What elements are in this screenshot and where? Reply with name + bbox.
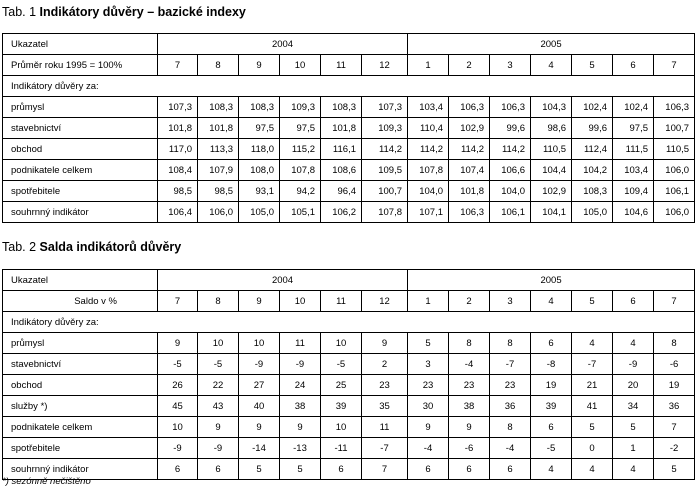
cell-value: 93,1 (239, 181, 280, 202)
cell-value: 39 (531, 396, 572, 417)
table2-title-text: Salda indikátorů důvěry (39, 240, 182, 254)
cell-value: 101,8 (449, 181, 490, 202)
cell-value: 4 (613, 459, 654, 480)
cell-value: 10 (321, 333, 362, 354)
table1 (2, 33, 695, 223)
cell-value: 6 (531, 417, 572, 438)
cell-value: 108,6 (321, 160, 362, 181)
cell-value: -8 (531, 354, 572, 375)
cell-value: 97,5 (613, 118, 654, 139)
cell-value: -9 (198, 438, 239, 459)
cell-value: 106,1 (490, 202, 531, 223)
cell-value: 106,3 (654, 97, 695, 118)
row-label: souhrnný indikátor (3, 202, 158, 223)
cell-value: 107,8 (362, 202, 408, 223)
month-header: 11 (321, 55, 362, 76)
cell-value: 1 (613, 438, 654, 459)
cell-value: 106,6 (490, 160, 531, 181)
cell-value: -4 (490, 438, 531, 459)
cell-value: 110,5 (654, 139, 695, 160)
cell-value: 102,4 (572, 97, 613, 118)
cell-value: -6 (449, 438, 490, 459)
cell-value: 100,7 (654, 118, 695, 139)
cell-value: 30 (408, 396, 449, 417)
row-label: průmysl (3, 333, 158, 354)
cell-value: 0 (572, 438, 613, 459)
footnote: *) sezónně nečištěno (2, 476, 91, 487)
table2 (2, 269, 695, 480)
cell-value: 4 (613, 333, 654, 354)
cell-value: 107,1 (408, 202, 449, 223)
month-header: 5 (572, 291, 613, 312)
cell-value: 8 (449, 333, 490, 354)
cell-value: 114,2 (490, 139, 531, 160)
row-label: podnikatele celkem (3, 417, 158, 438)
cell-value: -5 (198, 354, 239, 375)
cell-value: 23 (362, 375, 408, 396)
cell-value: 5 (613, 417, 654, 438)
month-header: 11 (321, 291, 362, 312)
cell-value: 98,6 (531, 118, 572, 139)
cell-value: 107,3 (158, 97, 198, 118)
table-row (3, 375, 695, 396)
cell-value: 104,6 (613, 202, 654, 223)
cell-value: 99,6 (572, 118, 613, 139)
header-label: Ukazatel (3, 270, 158, 291)
year-2005: 2005 (408, 34, 695, 55)
row-label: průmysl (3, 97, 158, 118)
cell-value: 4 (572, 333, 613, 354)
cell-value: 106,3 (449, 202, 490, 223)
cell-value: 108,3 (198, 97, 239, 118)
table-row (3, 181, 695, 202)
month-header: 6 (613, 55, 654, 76)
cell-value: 94,2 (280, 181, 321, 202)
month-header: 4 (531, 55, 572, 76)
cell-value: 40 (239, 396, 280, 417)
cell-value: 114,2 (362, 139, 408, 160)
cell-value: 9 (158, 333, 198, 354)
cell-value: 107,3 (362, 97, 408, 118)
cell-value: 101,8 (158, 118, 198, 139)
cell-value: 106,1 (654, 181, 695, 202)
cell-value: -4 (449, 354, 490, 375)
cell-value: 7 (362, 459, 408, 480)
cell-value: 111,5 (613, 139, 654, 160)
cell-value: 105,1 (280, 202, 321, 223)
cell-value: 106,2 (321, 202, 362, 223)
cell-value: 20 (613, 375, 654, 396)
cell-value: 9 (408, 417, 449, 438)
cell-value: 3 (408, 354, 449, 375)
cell-value: 105,0 (572, 202, 613, 223)
table-row (3, 417, 695, 438)
cell-value: 5 (408, 333, 449, 354)
table2-body (3, 270, 695, 480)
cell-value: 110,4 (408, 118, 449, 139)
cell-value: 11 (362, 417, 408, 438)
cell-value: 5 (280, 459, 321, 480)
cell-value: 27 (239, 375, 280, 396)
cell-value: -13 (280, 438, 321, 459)
cell-value: 36 (490, 396, 531, 417)
cell-value: 6 (449, 459, 490, 480)
cell-value: 98,5 (198, 181, 239, 202)
cell-value: 104,3 (531, 97, 572, 118)
month-header: 10 (280, 55, 321, 76)
cell-value: 6 (408, 459, 449, 480)
cell-value: 109,3 (362, 118, 408, 139)
sub-label: Saldo v % (3, 291, 158, 312)
cell-value: 9 (449, 417, 490, 438)
cell-value: -5 (321, 354, 362, 375)
cell-value: 103,4 (408, 97, 449, 118)
table-row (3, 459, 695, 480)
section-row (3, 76, 695, 97)
table-row (3, 354, 695, 375)
cell-value: 10 (158, 417, 198, 438)
month-header: 10 (280, 291, 321, 312)
cell-value: 34 (613, 396, 654, 417)
cell-value: 6 (158, 459, 198, 480)
cell-value: 43 (198, 396, 239, 417)
cell-value: 108,3 (239, 97, 280, 118)
cell-value: 107,8 (280, 160, 321, 181)
cell-value: 104,0 (408, 181, 449, 202)
table-row (3, 333, 695, 354)
row-label: podnikatele celkem (3, 160, 158, 181)
cell-value: 97,5 (280, 118, 321, 139)
table-row (3, 118, 695, 139)
cell-value: -7 (362, 438, 408, 459)
sub-label: Průměr roku 1995 = 100% (3, 55, 158, 76)
cell-value: 116,1 (321, 139, 362, 160)
cell-value: 115,2 (280, 139, 321, 160)
cell-value: 6 (531, 333, 572, 354)
cell-value: 104,4 (531, 160, 572, 181)
cell-value: 98,5 (158, 181, 198, 202)
cell-value: 109,4 (613, 181, 654, 202)
month-header: 5 (572, 55, 613, 76)
month-header: 4 (531, 291, 572, 312)
cell-value: 5 (654, 459, 695, 480)
month-header: 9 (239, 55, 280, 76)
month-header: 8 (198, 291, 239, 312)
month-header: 3 (490, 291, 531, 312)
cell-value: -7 (572, 354, 613, 375)
cell-value: 108,0 (239, 160, 280, 181)
table1-title-prefix: Tab. 1 (2, 5, 37, 19)
cell-value: 104,0 (490, 181, 531, 202)
cell-value: 39 (321, 396, 362, 417)
cell-value: 5 (239, 459, 280, 480)
cell-value: 107,9 (198, 160, 239, 181)
cell-value: 11 (280, 333, 321, 354)
cell-value: 10 (198, 333, 239, 354)
cell-value: 19 (531, 375, 572, 396)
cell-value: -4 (408, 438, 449, 459)
cell-value: 4 (572, 459, 613, 480)
cell-value: -14 (239, 438, 280, 459)
months-row (3, 55, 695, 76)
cell-value: 10 (239, 333, 280, 354)
table-row (3, 438, 695, 459)
cell-value: 9 (280, 417, 321, 438)
cell-value: 8 (654, 333, 695, 354)
table-row (3, 97, 695, 118)
cell-value: 41 (572, 396, 613, 417)
table1-title-text: Indikátory důvěry – bazické indexy (39, 5, 246, 19)
row-label: obchod (3, 139, 158, 160)
cell-value: 6 (490, 459, 531, 480)
cell-value: 7 (654, 417, 695, 438)
cell-value: 8 (490, 333, 531, 354)
cell-value: 4 (531, 459, 572, 480)
cell-value: 9 (362, 333, 408, 354)
cell-value: 106,0 (198, 202, 239, 223)
table1-title (2, 5, 246, 19)
table-row (3, 139, 695, 160)
cell-value: 104,2 (572, 160, 613, 181)
cell-value: 106,0 (654, 160, 695, 181)
cell-value: 8 (490, 417, 531, 438)
cell-value: 117,0 (158, 139, 198, 160)
cell-value: -9 (280, 354, 321, 375)
section-label: Indikátory důvěry za: (3, 76, 695, 97)
cell-value: 36 (654, 396, 695, 417)
table-row (3, 160, 695, 181)
cell-value: -11 (321, 438, 362, 459)
months-row (3, 291, 695, 312)
cell-value: 106,4 (158, 202, 198, 223)
cell-value: 5 (572, 417, 613, 438)
month-header: 2 (449, 55, 490, 76)
cell-value: 101,8 (321, 118, 362, 139)
cell-value: 10 (321, 417, 362, 438)
cell-value: 96,4 (321, 181, 362, 202)
cell-value: 25 (321, 375, 362, 396)
cell-value: 106,3 (449, 97, 490, 118)
cell-value: 103,4 (613, 160, 654, 181)
cell-value: 38 (280, 396, 321, 417)
month-header: 12 (362, 291, 408, 312)
cell-value: 102,9 (531, 181, 572, 202)
cell-value: -5 (531, 438, 572, 459)
cell-value: 118,0 (239, 139, 280, 160)
cell-value: -6 (654, 354, 695, 375)
month-header: 8 (198, 55, 239, 76)
cell-value: 105,0 (239, 202, 280, 223)
cell-value: 101,8 (198, 118, 239, 139)
cell-value: 26 (158, 375, 198, 396)
cell-value: 97,5 (239, 118, 280, 139)
cell-value: 114,2 (408, 139, 449, 160)
cell-value: -9 (158, 438, 198, 459)
table2-title (2, 240, 181, 254)
cell-value: 21 (572, 375, 613, 396)
month-header: 3 (490, 55, 531, 76)
cell-value: 100,7 (362, 181, 408, 202)
cell-value: -2 (654, 438, 695, 459)
header-label: Ukazatel (3, 34, 158, 55)
row-label: služby *) (3, 396, 158, 417)
cell-value: 112,4 (572, 139, 613, 160)
month-header: 7 (654, 55, 695, 76)
cell-value: 23 (449, 375, 490, 396)
row-label: obchod (3, 375, 158, 396)
cell-value: 6 (321, 459, 362, 480)
cell-value: 24 (280, 375, 321, 396)
cell-value: 102,9 (449, 118, 490, 139)
month-header: 1 (408, 55, 449, 76)
section-label: Indikátory důvěry za: (3, 312, 695, 333)
cell-value: 108,4 (158, 160, 198, 181)
cell-value: 108,3 (572, 181, 613, 202)
month-header: 1 (408, 291, 449, 312)
cell-value: 9 (239, 417, 280, 438)
year-2004: 2004 (158, 34, 408, 55)
cell-value: 38 (449, 396, 490, 417)
cell-value: 104,1 (531, 202, 572, 223)
cell-value: -9 (239, 354, 280, 375)
cell-value: 106,0 (654, 202, 695, 223)
table-row (3, 396, 695, 417)
cell-value: 102,4 (613, 97, 654, 118)
row-label: souhrnný indikátor (3, 459, 158, 480)
cell-value: 109,5 (362, 160, 408, 181)
month-header: 2 (449, 291, 490, 312)
table1-body (3, 34, 695, 223)
month-header: 7 (654, 291, 695, 312)
cell-value: 106,3 (490, 97, 531, 118)
cell-value: 6 (198, 459, 239, 480)
cell-value: -5 (158, 354, 198, 375)
month-header: 7 (158, 55, 198, 76)
cell-value: 2 (362, 354, 408, 375)
cell-value: 22 (198, 375, 239, 396)
row-label: stavebnictví (3, 354, 158, 375)
cell-value: 99,6 (490, 118, 531, 139)
month-header: 7 (158, 291, 198, 312)
cell-value: -7 (490, 354, 531, 375)
table-row (3, 202, 695, 223)
cell-value: 107,4 (449, 160, 490, 181)
cell-value: -9 (613, 354, 654, 375)
header-row (3, 270, 695, 291)
table2-title-prefix: Tab. 2 (2, 240, 37, 254)
month-header: 9 (239, 291, 280, 312)
header-row (3, 34, 695, 55)
year-2004: 2004 (158, 270, 408, 291)
cell-value: 109,3 (280, 97, 321, 118)
section-row (3, 312, 695, 333)
row-label: spotřebitele (3, 181, 158, 202)
cell-value: 35 (362, 396, 408, 417)
cell-value: 114,2 (449, 139, 490, 160)
row-label: stavebnictví (3, 118, 158, 139)
cell-value: 107,8 (408, 160, 449, 181)
month-header: 12 (362, 55, 408, 76)
year-2005: 2005 (408, 270, 695, 291)
cell-value: 9 (198, 417, 239, 438)
cell-value: 113,3 (198, 139, 239, 160)
cell-value: 23 (490, 375, 531, 396)
cell-value: 23 (408, 375, 449, 396)
cell-value: 19 (654, 375, 695, 396)
cell-value: 108,3 (321, 97, 362, 118)
cell-value: 45 (158, 396, 198, 417)
row-label: spotřebitele (3, 438, 158, 459)
cell-value: 110,5 (531, 139, 572, 160)
month-header: 6 (613, 291, 654, 312)
